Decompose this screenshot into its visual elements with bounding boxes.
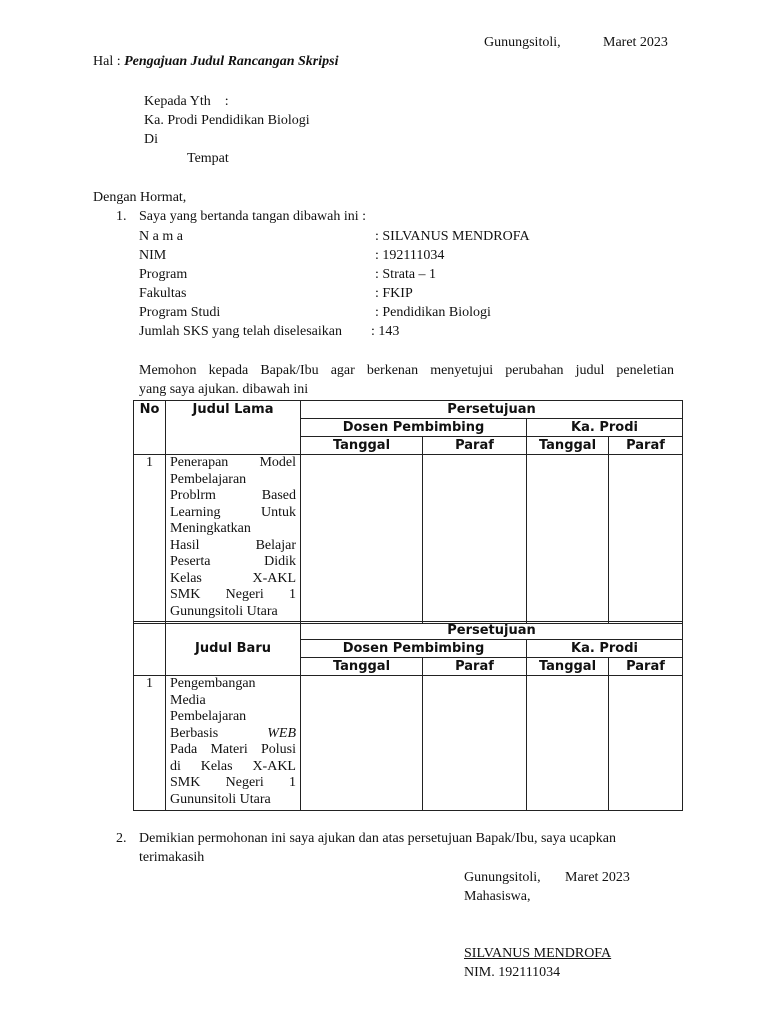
signature-place: Gunungsitoli, xyxy=(464,870,541,885)
field-label-faculty: Fakultas xyxy=(139,286,187,301)
field-value-nim: : 192111034 xyxy=(375,248,445,263)
head-date-cell[interactable] xyxy=(527,676,609,811)
supervisor-header: Dosen Pembimbing xyxy=(301,419,527,437)
head-date-header: Tanggal xyxy=(527,437,609,455)
row-number: 1 xyxy=(134,455,166,624)
table-row xyxy=(134,455,683,624)
signature-role: Mahasiswa, xyxy=(464,889,531,904)
col-new-title-header: Judul Baru xyxy=(166,622,301,676)
supervisor-date-header: Tanggal xyxy=(301,658,423,676)
subject-label: Hal : xyxy=(93,54,121,69)
head-sign-cell[interactable] xyxy=(609,455,683,624)
signature-nim: NIM. 192111034 xyxy=(464,965,561,980)
field-value-sks: : 143 xyxy=(371,324,400,339)
address-to: Kepada Yth : xyxy=(144,94,229,109)
supervisor-date-header: Tanggal xyxy=(301,437,423,455)
col-no-header: No xyxy=(134,401,166,455)
address-line1: Ka. Prodi Pendidikan Biologi xyxy=(144,113,310,128)
request-line1: Memohon kepada Bapak/Ibu agar berkenan menyetujui perubahan judul peneletian xyxy=(139,363,674,378)
approval-header: Persetujuan xyxy=(301,401,683,419)
row-number: 1 xyxy=(134,676,166,811)
col-old-title-header: Judul Lama xyxy=(166,401,301,455)
signature-name: SILVANUS MENDROFA xyxy=(464,946,612,961)
header-place: Gunungsitoli, xyxy=(484,35,561,50)
supervisor-date-cell[interactable] xyxy=(301,676,423,811)
request-line2: yang saya ajukan. dibawah ini xyxy=(139,382,309,397)
head-sign-cell[interactable] xyxy=(609,676,683,811)
head-sign-header: Paraf xyxy=(609,658,683,676)
subject-line xyxy=(93,53,338,71)
field-value-faculty: : FKIP xyxy=(375,286,413,301)
address-line2: Di xyxy=(144,132,158,147)
item2-line1: Demikian permohonan ini saya ajukan dan atas persetujuan Bapak/Ibu, saya ucapkan xyxy=(139,831,617,846)
field-value-name: : SILVANUS MENDROFA xyxy=(375,229,530,244)
old-title-cell: Penerapan Model Pembelajaran Problrm Based Learning Untuk Meningkatkan Hasil Belajar Peserta Didik Kelas X-AKL SMK Negeri 1 Gunungsitoli Utara xyxy=(166,455,301,624)
supervisor-date-cell[interactable] xyxy=(301,455,423,624)
head-sign-header: Paraf xyxy=(609,437,683,455)
field-value-program: : Strata – 1 xyxy=(375,267,437,282)
field-label-name: N a m a xyxy=(139,229,183,244)
supervisor-sign-cell[interactable] xyxy=(423,676,527,811)
field-label-nim: NIM xyxy=(139,248,167,263)
item1-number: 1. xyxy=(116,209,127,224)
supervisor-header: Dosen Pembimbing xyxy=(301,640,527,658)
old-title-table xyxy=(133,400,683,624)
new-title-cell: Pengembangan Media Pembelajaran Berbasis WEB Pada Materi Polusi di Kelas X-AKL SMK Negeri 1 Gununsitoli Utara xyxy=(166,676,301,811)
head-header: Ka. Prodi xyxy=(527,640,683,658)
supervisor-sign-cell[interactable] xyxy=(423,455,527,624)
new-title-table xyxy=(133,621,683,811)
table-row xyxy=(134,676,683,811)
header-date: Maret 2023 xyxy=(603,35,668,50)
signature-date: Maret 2023 xyxy=(565,870,630,885)
greeting: Dengan Hormat, xyxy=(93,190,187,205)
item1-text: Saya yang bertanda tangan dibawah ini : xyxy=(139,209,367,224)
supervisor-sign-header: Paraf xyxy=(423,437,527,455)
item2-line2: terimakasih xyxy=(139,850,205,865)
subject-text: Pengajuan Judul Rancangan Skripsi xyxy=(124,54,339,69)
head-header: Ka. Prodi xyxy=(527,419,683,437)
supervisor-sign-header: Paraf xyxy=(423,658,527,676)
field-label-program: Program xyxy=(139,267,188,282)
col-no-blank xyxy=(134,622,166,676)
item2-number: 2. xyxy=(116,831,127,846)
field-label-sks: Jumlah SKS yang telah diselesaikan xyxy=(139,324,342,339)
head-date-header: Tanggal xyxy=(527,658,609,676)
approval-header: Persetujuan xyxy=(301,622,683,640)
head-date-cell[interactable] xyxy=(527,455,609,624)
address-line3: Tempat xyxy=(187,151,229,166)
field-label-study: Program Studi xyxy=(139,305,221,320)
field-value-study: : Pendidikan Biologi xyxy=(375,305,491,320)
